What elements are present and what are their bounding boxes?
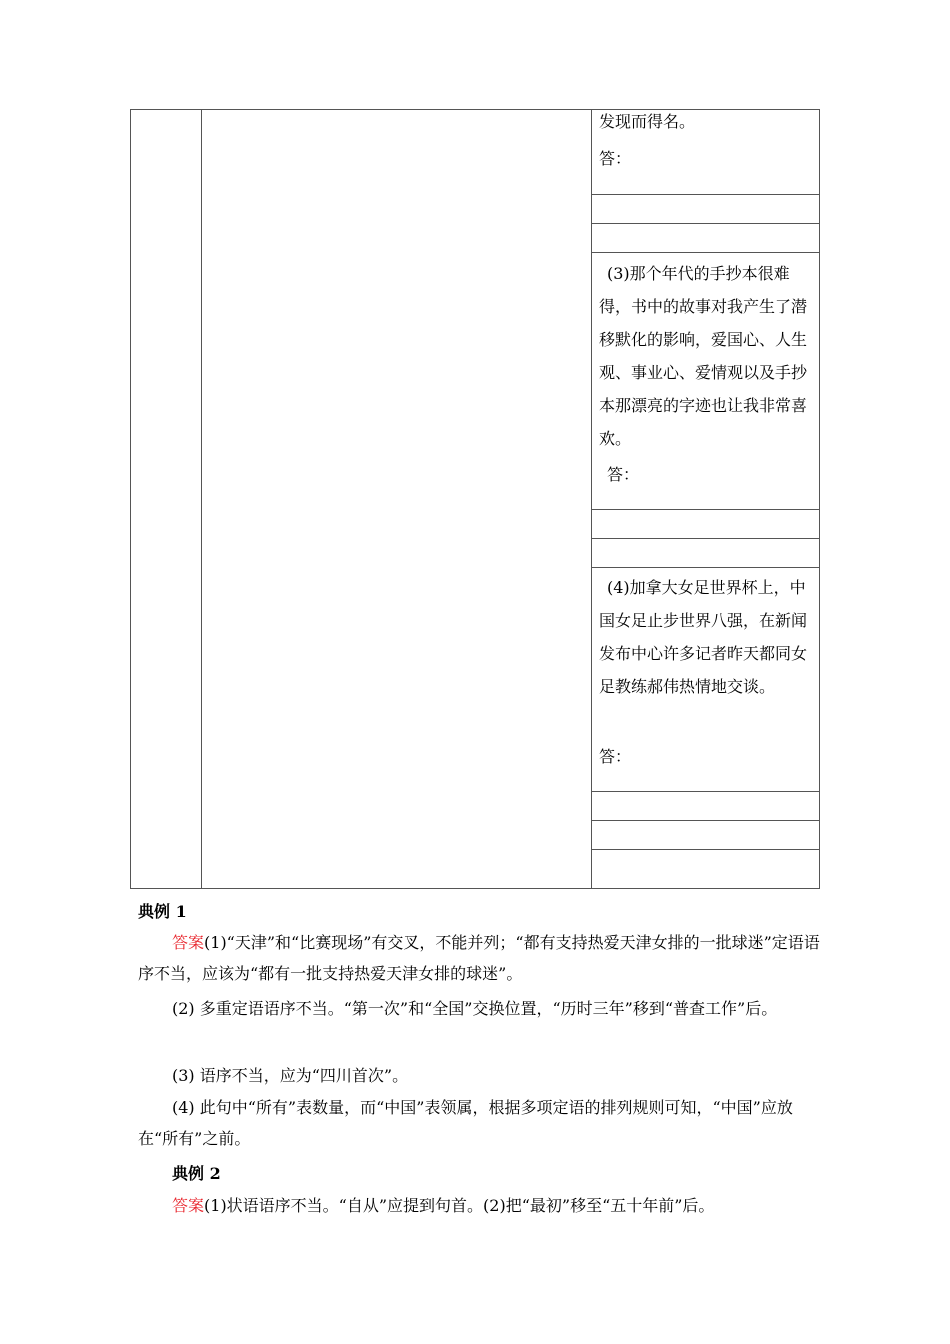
answer-text: (1)“天津”和“比赛现场”有交叉，不能并列；“都有支持热爱天津女排的一批球迷”定语语序不当，应该为“都有一批支持热爱天津女排的球迷”。 [138, 933, 820, 983]
item-divider [591, 567, 819, 568]
answer-line [591, 223, 819, 224]
answer-line [591, 849, 819, 850]
example-1-heading: 典例 1 [138, 902, 187, 921]
item-2-tail-text: 发现而得名。 [599, 112, 696, 131]
answer-label: 答： [599, 747, 632, 766]
answer-tag: 答案 [172, 1196, 205, 1215]
answer-line [591, 791, 819, 792]
answer-tag: 答案 [172, 933, 205, 952]
example-1-answer-4: (4) 此句中“所有”表数量，而“中国”表领属，根据多项定语的排列规则可知，“中国”应放在“所有”之前。 [138, 1098, 793, 1148]
item-divider [591, 252, 819, 253]
example-2-answer [138, 1190, 828, 1221]
example-1-answer-3: (3) 语序不当，应为“四川首次”。 [172, 1066, 409, 1085]
answer-label: 答： [607, 465, 640, 484]
answer-line [591, 194, 819, 195]
exercise-table [130, 109, 820, 889]
answer-line [591, 538, 819, 539]
example-2-heading: 典例 2 [172, 1164, 221, 1183]
item-4-text: (4)加拿大女足世界杯上，中国女足止步世界八强，在新闻发布中心许多记者昨天都同女足教练郝伟热情地交谈。 [599, 578, 808, 696]
table-column-divider-1 [201, 110, 202, 888]
example-1-answer-1 [138, 927, 828, 989]
item-3-text: (3)那个年代的手抄本很难得，书中的故事对我产生了潜移默化的影响，爱国心、人生观、事业心、爱情观以及手抄本那漂亮的字迹也让我非常喜欢。 [599, 264, 808, 448]
table-column-divider-2 [591, 110, 592, 888]
answer-line [591, 509, 819, 510]
answer-line [591, 820, 819, 821]
answer-text: (1)状语语序不当。“自从”应提到句首。(2)把“最初”移至“五十年前”后。 [204, 1196, 715, 1215]
example-1-answer-2: (2) 多重定语语序不当。“第一次”和“全国”交换位置，“历时三年”移到“普查工作”后。 [172, 999, 778, 1018]
answer-label: 答： [599, 149, 632, 168]
